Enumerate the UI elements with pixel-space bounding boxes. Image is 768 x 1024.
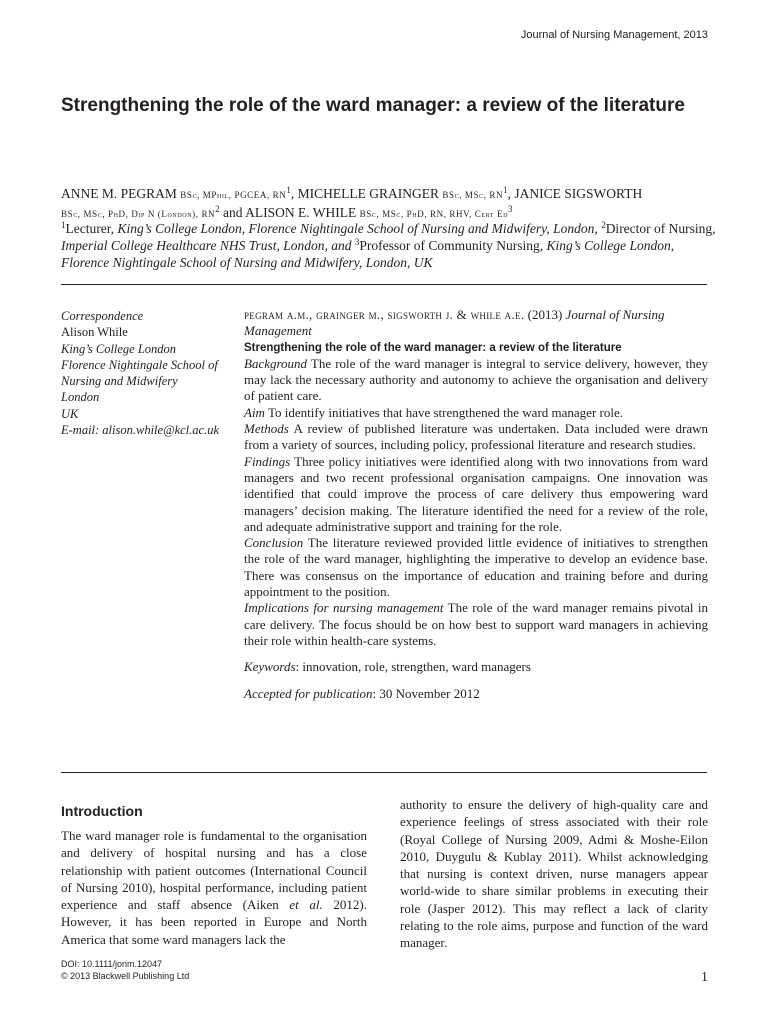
affiliation-marker: 1 — [286, 185, 291, 195]
affiliation-role: Lecturer, — [65, 221, 115, 236]
affiliation-marker: 2 — [215, 204, 220, 214]
author-name: ALISON E. WHILE — [245, 205, 357, 220]
abstract-label-findings: Findings — [244, 453, 291, 469]
affiliation-role: Professor of Community Nursing, — [359, 238, 544, 253]
affiliation-role: Director of Nursing, — [605, 221, 716, 236]
correspondence-address-line: London — [61, 390, 100, 405]
affiliation-marker: 1 — [503, 185, 508, 195]
citation-year: (2013) — [527, 307, 563, 322]
affiliation-marker: 1 — [61, 220, 66, 230]
page-number: 1 — [701, 970, 708, 985]
body-text: 2012). However, it has been reported in Europe and North America that some ward managers lack the — [61, 897, 367, 947]
accepted-label: Accepted for publication — [244, 685, 373, 701]
body-column-left — [61, 827, 367, 948]
body-text: The ward manager role is fundamental to the organisation and delivery of hospital nursing and has a close relationship with patient outcomes (International Council of Nursing 2010), hospital performance, including patient experience and staff absence (Aiken — [61, 828, 367, 913]
copyright: © 2013 Blackwell Publishing Ltd — [61, 970, 190, 981]
abstract-findings: Three policy initiatives were identified along with two innovations from ward managers and two recent professional organisation campaigns. One innovation was identified that could improve the process of care delivery thus empowering ward managers’ decision making. The literature identified the need for a review of the role, and adequate administrative support and training for the role. — [244, 453, 708, 534]
abstract-label-conclusion: Conclusion — [244, 535, 304, 551]
keywords-label: Keywords — [244, 659, 296, 675]
citation-authors: pegram a.m., grainger m., sigsworth j. & while a.e. — [244, 307, 525, 322]
correspondence-name: Alison While — [61, 325, 128, 340]
affiliation-institution: King’s College London, Florence Nightingale School of Nursing and Midwifery, London, — [117, 221, 598, 236]
author-name: MICHELLE GRAINGER — [297, 186, 440, 201]
author-qualifications: BSc, MSc, PhD, RN, RHV, Cert Ed — [359, 209, 509, 219]
abstract-methods: A review of published literature was undertaken. Data included were drawn from a variety of sources, including policy, professional literature and research studies. — [244, 421, 708, 453]
accepted-value: : 30 November 2012 — [372, 685, 480, 701]
journal-header: Journal of Nursing Management, 2013 — [520, 29, 708, 41]
author-name: ANNE M. PEGRAM — [61, 186, 177, 201]
affiliation-marker: 3 — [354, 237, 360, 247]
author-qualifications: BSc, MSc, RN — [442, 190, 504, 200]
abstract-label-methods: Methods — [244, 421, 289, 437]
author-name: JANICE SIGSWORTH — [514, 186, 643, 201]
abstract-label-implications: Implications for nursing management — [244, 600, 444, 616]
abstract-title: Strengthening the role of the ward manager: a review of the literature — [244, 341, 622, 354]
abstract-conclusion: The literature reviewed provided little evidence of initiatives to strengthen the role of the ward manager, highlighting the imperative to develop an evidence base. There was consensus on the importance of education and training before and during appointment to the position. — [244, 535, 708, 600]
affiliation-marker: 2 — [601, 220, 606, 230]
correspondence-email[interactable]: E-mail: alison.while@kcl.ac.uk — [61, 423, 219, 438]
author-conjunction: and — [223, 205, 243, 220]
section-divider — [61, 284, 707, 285]
correspondence-block — [61, 308, 236, 438]
correspondence-address-line: Florence Nightingale School of — [61, 357, 218, 372]
affiliation-institution: King’s College London, Florence Nightingale School of Nursing and Midwifery, London, UK — [61, 238, 675, 270]
keywords-list: : innovation, role, strengthen, ward managers — [295, 659, 531, 675]
abstract-background: The role of the ward manager is integral to service delivery, however, they may lack the necessary authority and autonomy to achieve the organisation and delivery of patient care. — [244, 355, 708, 404]
body-column-right — [400, 796, 708, 952]
section-heading-introduction: Introduction — [61, 803, 143, 819]
affiliation-marker: 3 — [508, 204, 513, 214]
correspondence-address-line: UK — [61, 406, 79, 421]
abstract-aim: To identify initiatives that have strengthened the ward manager role. — [267, 404, 623, 420]
affiliation-institution: Imperial College Healthcare NHS Trust, London, and — [61, 238, 352, 253]
body-text: authority to ensure the delivery of high-quality care and experience feelings of stress associated with their role (Royal College of Nursing 2009, Admi & Moshe-Eilon 2010, Duygulu & Kublay 2011). Whilst acknowledging that nursing is context driven, nurse managers appear world-wide to share similar problems in executing their role (Jasper 2012). This may reflect a lack of clarity relating to the role aims, purpose and function of the ward manager. — [400, 797, 708, 951]
keywords — [244, 659, 708, 675]
correspondence-address-line: King’s College London — [61, 341, 177, 356]
correspondence-label: Correspondence — [61, 309, 144, 323]
abstract-label-background: Background — [244, 355, 308, 371]
abstract-implications: The role of the ward manager remains pivotal in care delivery. The focus should be on how best to support ward managers in achieving their role within health-care systems. — [244, 600, 709, 648]
section-divider — [61, 772, 707, 773]
abstract-body — [244, 356, 708, 649]
page-footer — [61, 959, 189, 982]
author-qualifications: BSc, MPhil, PGCEA, RN — [180, 190, 287, 200]
article-title: Strengthening the role of the ward manager: a review of the literature — [61, 95, 685, 116]
citation-journal: Journal of Nursing Management — [244, 307, 665, 339]
abstract — [244, 307, 708, 702]
correspondence-address-line: Nursing and Midwifery — [61, 374, 178, 389]
abstract-label-aim: Aim — [244, 404, 265, 420]
author-qualifications: BSc, MSc, PhD, Dip N (London), RN — [61, 209, 216, 219]
citation — [244, 307, 708, 340]
affiliations — [61, 220, 721, 271]
accepted-date — [244, 686, 708, 702]
doi[interactable]: DOI: 10.1111/jonm.12047 — [61, 959, 163, 969]
body-text-italic: et al. — [289, 897, 323, 913]
author-list: ANNE M. PEGRAM BSc, MPhil, PGCEA, $RN^1$, MICHELLE GRAINGER BSc, MSc, $RN^1$, JANICE SIGSWORTH BSc, MSc, PhD, Dip N (London), $RN^2$ and ALISON E. WHILE BSc, MSc, PhD, RN, RHV, Cert Ed$^3$ — [61, 185, 643, 220]
